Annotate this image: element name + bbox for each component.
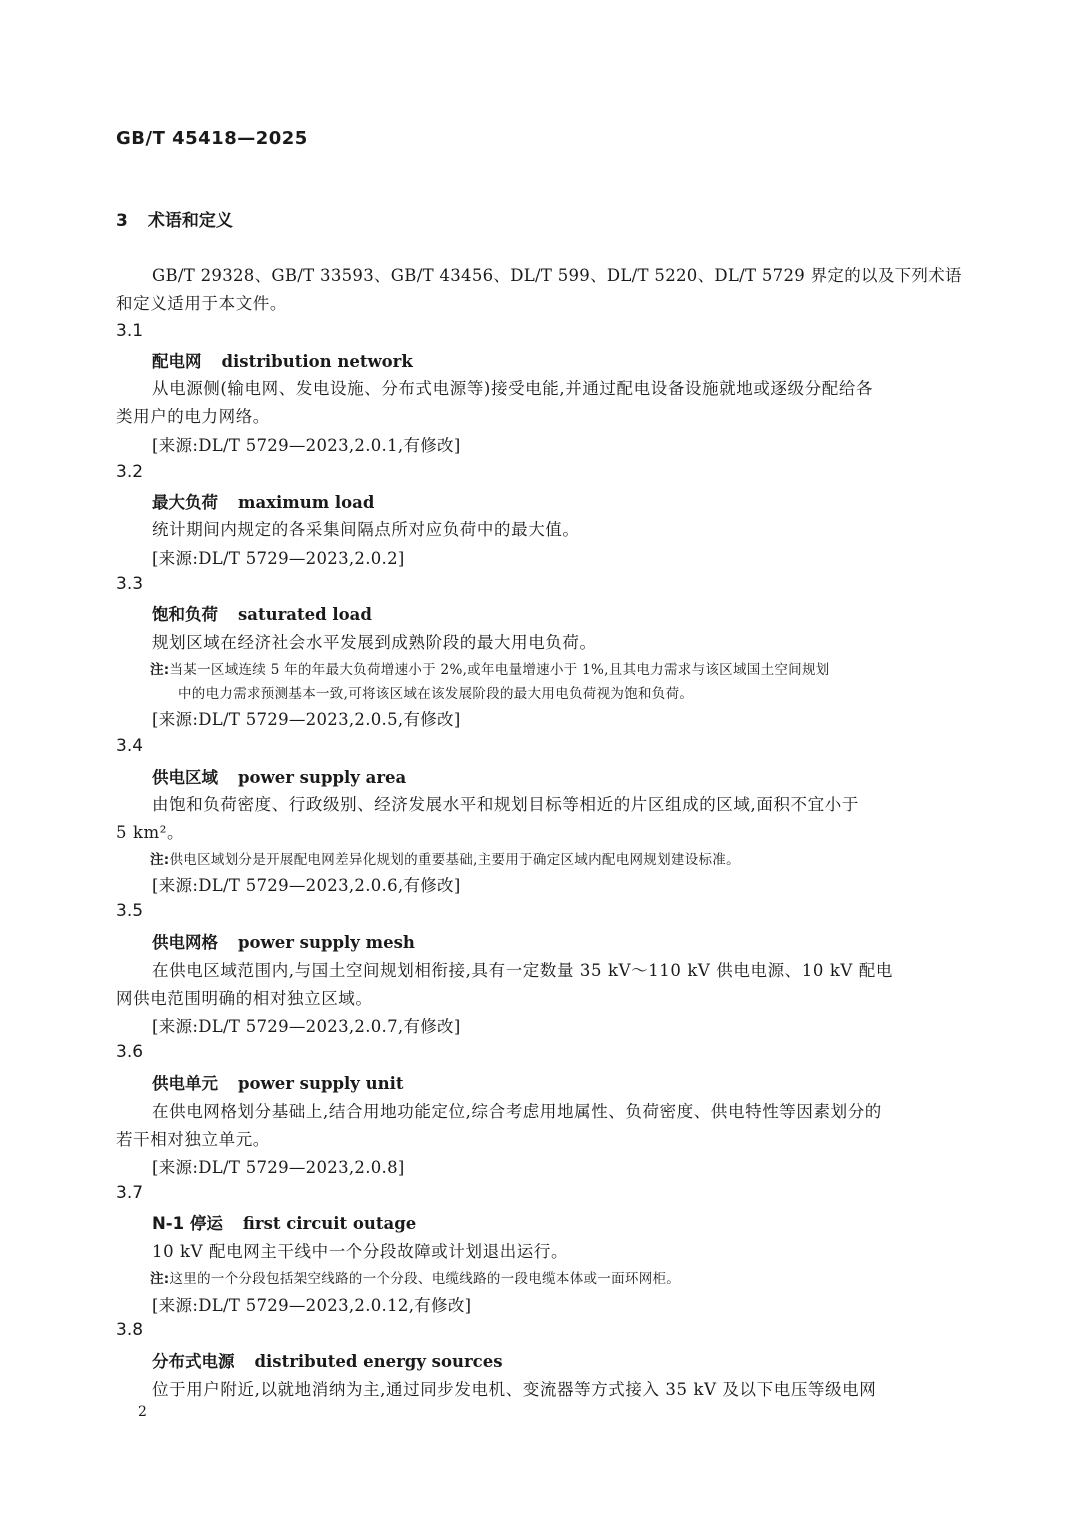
term-definition-cont: 5 km²。 [116,823,185,842]
term-number: 3.1 [116,321,144,341]
note-text: 当某一区域连续 5 年的年最大负荷增速小于 2%,或年电量增速小于 1%,且其电力需求与该区域国土空间规划 [169,662,830,678]
term-en: power supply mesh [238,933,415,952]
term-source: [来源:DL/T 5729—2023,2.0.1,有修改] [152,436,461,455]
term-en: power supply unit [238,1074,404,1093]
term-definition: 10 kV 配电网主干线中一个分段故障或计划退出运行。 [152,1242,569,1261]
term-note-cont: 中的电力需求预测基本一致,可将该区域在该发展阶段的最大用电负荷视为饱和负荷。 [178,686,694,702]
term-definition-cont: 类用户的电力网络。 [116,407,270,426]
term-source: [来源:DL/T 5729—2023,2.0.6,有修改] [152,876,461,895]
section-number: 3 [116,211,128,231]
term-number: 3.8 [116,1320,144,1340]
term-title [152,764,406,788]
term-en: distribution network [221,352,413,371]
term-definition: 统计期间内规定的各采集间隔点所对应负荷中的最大值。 [152,520,580,539]
term-number: 3.2 [116,462,144,482]
note-label: 注: [150,1271,170,1287]
term-en: power supply area [238,768,407,787]
term-zh: 供电网格 [152,933,218,952]
term-title [152,1210,416,1234]
term-en: first circuit outage [242,1214,417,1233]
term-number: 3.4 [116,736,144,756]
intro-line-1: GB/T 29328、GB/T 33593、GB/T 43456、DL/T 599、DL/T 5220、DL/T 5729 界定的以及下列术语 [152,266,962,285]
term-zh: 供电区域 [152,768,218,787]
document-id-header: GB/T 45418—2025 [116,128,308,149]
term-title [152,1070,404,1094]
term-note [150,848,740,868]
note-label: 注: [150,852,170,868]
term-note [150,658,830,678]
term-definition: 规划区域在经济社会水平发展到成熟阶段的最大用电负荷。 [152,633,597,652]
term-en: saturated load [238,605,372,624]
term-title [152,1348,502,1372]
term-number: 3.6 [116,1042,144,1062]
term-title [152,601,372,625]
term-definition: 在供电网格划分基础上,结合用地功能定位,综合考虑用地属性、负荷密度、供电特性等因素划分的 [152,1102,882,1121]
term-title [152,929,415,953]
term-definition-cont: 网供电范围明确的相对独立区域。 [116,989,373,1008]
term-title [152,348,413,372]
term-definition: 位于用户附近,以就地消纳为主,通过同步发电机、变流器等方式接入 35 kV 及以下电压等级电网 [152,1380,877,1399]
note-text: 供电区域划分是开展配电网差异化规划的重要基础,主要用于确定区域内配电网规划建设标准。 [169,852,740,868]
term-zh: 分布式电源 [152,1352,235,1371]
term-definition: 在供电区域范围内,与国土空间规划相衔接,具有一定数量 35 kV～110 kV 供电电源、10 kV 配电 [152,961,893,980]
term-number: 3.3 [116,574,144,594]
term-note [150,1267,680,1287]
term-en: maximum load [238,493,375,512]
page-number: 2 [138,1404,147,1420]
term-en: distributed energy sources [254,1352,503,1371]
note-text: 这里的一个分段包括架空线路的一个分段、电缆线路的一段电缆本体或一面环网柜。 [169,1271,681,1287]
term-zh: 最大负荷 [152,493,218,512]
note-label: 注: [150,662,170,678]
term-source: [来源:DL/T 5729—2023,2.0.2] [152,549,405,568]
term-number: 3.5 [116,901,144,921]
intro-line-2: 和定义适用于本文件。 [116,294,287,313]
term-source: [来源:DL/T 5729—2023,2.0.8] [152,1158,405,1177]
term-definition: 由饱和负荷密度、行政级别、经济发展水平和规划目标等相近的片区组成的区域,面积不宜小于 [152,795,859,814]
term-number: 3.7 [116,1183,144,1203]
term-zh: 饱和负荷 [152,605,218,624]
section-heading [116,206,233,231]
term-source: [来源:DL/T 5729—2023,2.0.12,有修改] [152,1296,472,1315]
term-definition-cont: 若干相对独立单元。 [116,1130,270,1149]
term-zh: N-1 停运 [152,1214,223,1233]
term-source: [来源:DL/T 5729—2023,2.0.5,有修改] [152,710,461,729]
section-title: 术语和定义 [147,211,233,231]
term-zh: 配电网 [152,352,202,371]
term-source: [来源:DL/T 5729—2023,2.0.7,有修改] [152,1017,461,1036]
term-definition: 从电源侧(输电网、发电设施、分布式电源等)接受电能,并通过配电设备设施就地或逐级分配给各 [152,379,874,398]
term-zh: 供电单元 [152,1074,218,1093]
term-title [152,489,374,513]
